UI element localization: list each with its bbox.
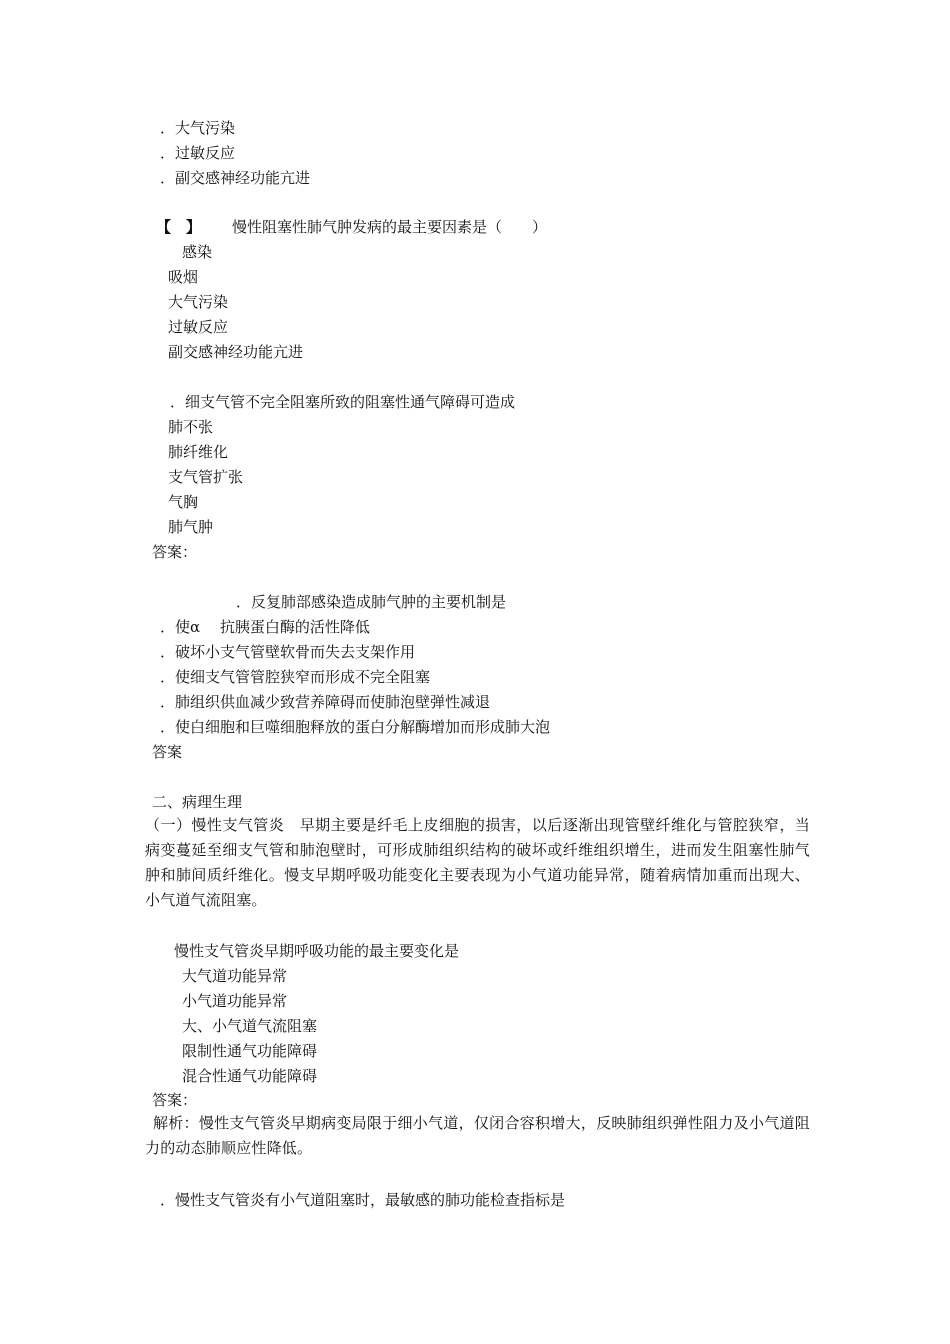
list-item: 大气污染	[168, 293, 229, 311]
question-stem: 慢性支气管炎早期呼吸功能的最主要变化是	[174, 942, 460, 960]
list-item: 大气道功能异常	[182, 967, 288, 985]
question-stem: ．反复肺部感染造成肺气肿的主要机制是	[236, 593, 507, 611]
question-stem: ．细支气管不完全阻塞所致的阻塞性通气障碍可造成	[170, 393, 516, 411]
list-item: 副交感神经功能亢进	[168, 343, 304, 361]
answer-label: 答案	[152, 743, 183, 761]
list-item: 限制性通气功能障碍	[182, 1042, 318, 1060]
list-item: ．副交感神经功能亢进	[160, 169, 311, 187]
list-item: ．使细支气管管腔狭窄而形成不完全阻塞	[160, 668, 431, 686]
list-item: 肺气肿	[168, 518, 214, 536]
list-item: 吸烟	[168, 268, 199, 286]
list-item: 肺纤维化	[168, 443, 229, 461]
explanation-text: 解析：慢性支气管炎早期病变局限于细小气道，仅闭合容积增大，反映肺组织弹性阻力及小气道阻力的动态肺顺应性降低。	[145, 1114, 810, 1157]
answer-label: 答案：	[152, 1091, 198, 1109]
list-item: ．大气污染	[160, 119, 236, 137]
answer-label: 答案：	[152, 543, 198, 561]
list-item: ．破坏小支气管壁软骨而失去支架作用	[160, 643, 416, 661]
list-item: 肺不张	[168, 418, 214, 436]
question-bracket: 【 】	[156, 218, 202, 236]
list-item: 感染	[182, 243, 213, 261]
question-stem: 慢性阻塞性肺气肿发病的最主要因素是（ ）	[232, 218, 548, 236]
list-item: ．肺组织供血减少致营养障碍而使肺泡壁弹性减退	[160, 693, 491, 711]
list-item: 过敏反应	[168, 318, 229, 336]
list-item: 气胸	[168, 493, 199, 511]
list-item: ．过敏反应	[160, 144, 236, 162]
list-item: 混合性通气功能障碍	[182, 1067, 318, 1085]
list-item: 大、小气道气流阻塞	[182, 1017, 318, 1035]
section-heading: 二、病理生理	[152, 793, 243, 811]
section-paragraph: （一）慢性支气管炎 早期主要是纤毛上皮细胞的损害，以后逐渐出现管壁纤维化与管腔狭窄，当病变蔓延至细支气管和肺泡壁时，可形成肺组织结构的破坏或纤维组织增生，进而发生阻塞性肺气肿和肺间质纤维化。慢支早期呼吸功能变化主要表现为小气道功能异常，随着病情加重而出现大、小气道气流阻塞。	[145, 816, 810, 909]
question-stem: ．慢性支气管炎有小气道阻塞时，最敏感的肺功能检查指标是	[160, 1191, 566, 1209]
list-item: ．使白细胞和巨噬细胞释放的蛋白分解酶增加而形成肺大泡	[160, 718, 551, 736]
list-item: 小气道功能异常	[182, 992, 288, 1010]
list-item: ．使α 抗胰蛋白酶的活性降低	[160, 618, 370, 636]
list-item: 支气管扩张	[168, 468, 244, 486]
